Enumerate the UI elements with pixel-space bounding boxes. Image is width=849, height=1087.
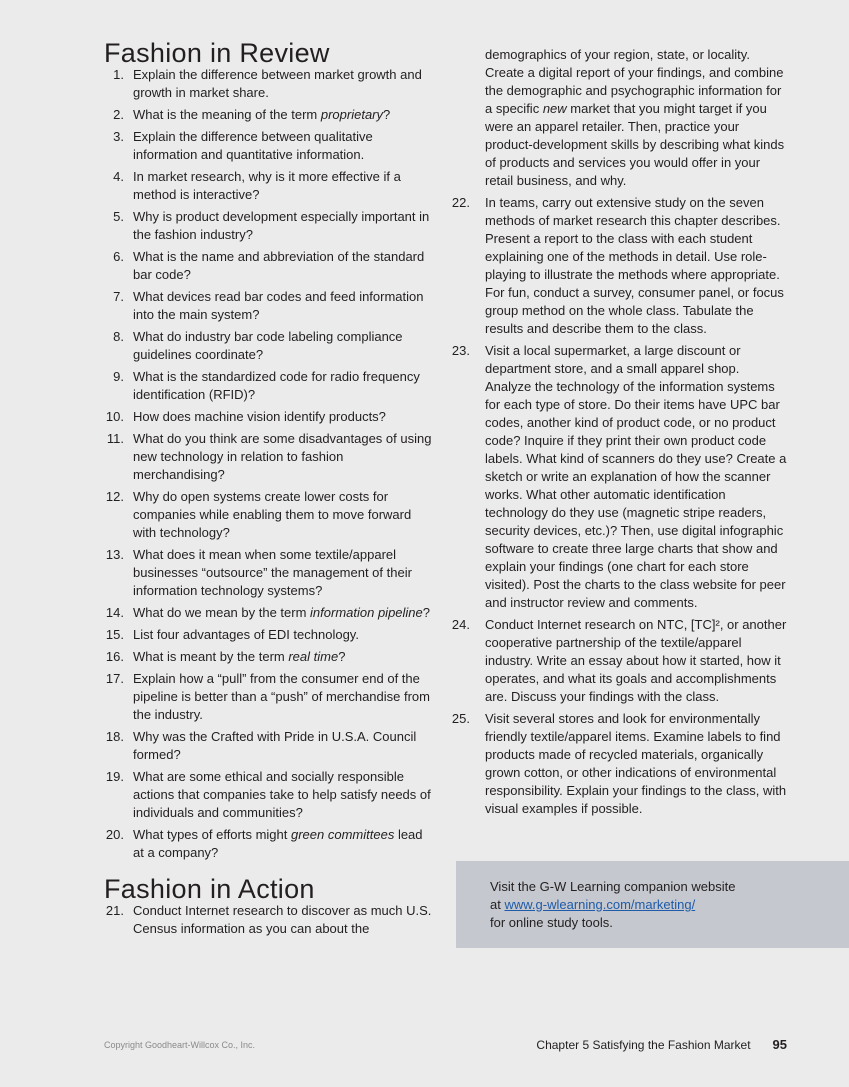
section-heading-action: Fashion in Action [104,874,315,904]
question-item [451,342,788,612]
question-item [104,288,436,324]
running-footer [536,1037,787,1052]
item-number: 10. [105,409,124,424]
question-item [104,248,436,284]
question-item [451,616,788,706]
question-item [451,194,788,338]
question-item [104,648,436,666]
item-number: 23. [451,343,470,358]
item-number: 22. [451,195,470,210]
text-segment: How does machine vision identify products? [133,409,386,424]
question-item [104,768,436,822]
companion-website-link[interactable]: www.g-wlearning.com/marketing/ [504,897,696,912]
text-segment: lead at a company? [133,827,423,860]
text-segment: ? [383,107,391,122]
text-segment: What is the meaning of the term [133,107,321,122]
callout-at: at [490,897,505,912]
question-item [451,710,788,818]
text-segment: Explain the difference between market growth and growth in market share. [133,67,422,100]
question-item [104,328,436,364]
item-number: 20. [105,827,124,842]
callout-line-3: for online study tools. [490,915,613,930]
question-item [104,670,436,724]
italic-term: green committees [291,827,395,842]
text-segment: What do you think are some disadvantages of using new technology in relation to fashion merchandising? [133,431,432,482]
text-segment: In market research, why is it more effective if a method is interactive? [133,169,401,202]
italic-term: real time [288,649,339,664]
question-item [104,604,436,622]
text-segment: Why do open systems create lower costs for companies while enabling them to move forward with technology? [133,489,412,540]
question-item [104,368,436,404]
question-item [104,626,436,644]
action-activities-list [451,194,788,818]
question-item [104,208,436,244]
chapter-title: Chapter 5 Satisfying the Fashion Market [536,1038,751,1052]
item-number: 1. [113,67,124,82]
item-number: 9. [113,369,124,384]
item-number: 17. [105,671,124,686]
text-segment: In teams, carry out extensive study on the seven methods of market research this chapter describes. Present a report to the class with each student explaining one of the methods in detail. Use role-playing to illustrate the methods where appropriate. For fun, conduct a survey, consumer panel, or focus group method on the whole class. Tabulate the results and describe them to the class. [485,195,784,336]
question-item [104,430,436,484]
item-number: 25. [451,711,470,726]
text-segment: Why is product development especially important in the fashion industry? [133,209,430,242]
question-item [104,902,436,938]
item-number: 15. [105,627,124,642]
item-number: 18. [105,729,124,744]
text-segment: What is the name and abbreviation of the standard bar code? [133,249,425,282]
page-number: 95 [772,1037,787,1052]
item-number: 13. [105,547,124,562]
italic-term: information pipeline [310,605,423,620]
action-list-start [104,902,436,938]
review-questions-list [104,66,436,862]
question-item [104,128,436,164]
question-item [104,488,436,542]
text-segment: market that you might target if you were an apparel retailer. Then, practice your product-development skills by describing what kinds of products and services you would offer in your retail business, and why. [485,101,785,188]
text-segment: Why was the Crafted with Pride in U.S.A. Council formed? [133,729,417,762]
item-number: 11. [106,431,124,446]
text-segment: What do industry bar code labeling compliance guidelines coordinate? [133,329,403,362]
text-segment: Explain how a “pull” from the consumer end of the pipeline is better than a “push” of merchandise from the industry. [133,671,430,722]
left-column [104,38,436,942]
text-segment: What are some ethical and socially responsible actions that companies take to help satisfy needs of individuals and communities? [133,769,431,820]
question-item [104,728,436,764]
item-number: 16. [105,649,124,664]
item-number: 8. [113,329,124,344]
callout-line-1: Visit the G-W Learning companion website [490,879,736,894]
question-item [104,546,436,600]
question-item [104,66,436,102]
text-segment: ? [422,605,430,620]
text-segment: demographics of your region, state, or locality. Create a digital report of your findings, and combine the demographic and psychographic information for a specific [485,47,784,116]
text-segment: What devices read bar codes and feed information into the main system? [133,289,424,322]
text-segment: Explain the difference between qualitative information and quantitative information. [133,129,373,162]
text-segment: Conduct Internet research on NTC, [TC]², or another cooperative partnership of the textile/apparel industry. Write an essay about how it started, how it operates, and what its goals and accomplishments are. Discuss your findings with the class. [485,617,787,704]
text-segment: What is meant by the term [133,649,289,664]
section-heading-review: Fashion in Review [104,38,330,68]
text-segment: ? [338,649,346,664]
text-segment: List four advantages of EDI technology. [133,627,359,642]
text-segment: Conduct Internet research to discover as much U.S. Census information as you can about the [133,903,432,936]
item-number: 5. [113,209,124,224]
text-segment: What do we mean by the term [133,605,311,620]
item-number: 6. [113,249,124,264]
item-21-continued [456,46,788,190]
companion-website-callout [456,861,849,948]
item-number: 21. [105,903,124,918]
question-item [104,826,436,862]
item-number: 14. [105,605,124,620]
question-item [104,106,436,124]
text-segment: What is the standardized code for radio frequency identification (RFID)? [133,369,420,402]
item-number: 3. [113,129,124,144]
item-number: 7. [113,289,124,304]
copyright-footer: Copyright Goodheart-Willcox Co., Inc. [104,1040,256,1050]
right-column [451,46,788,822]
item-number: 19. [105,769,124,784]
item-number: 4. [113,169,124,184]
item-number: 24. [451,617,470,632]
text-segment: Visit a local supermarket, a large discount or department store, and a small apparel shop. Analyze the technology of the information systems for each type of store. Do their items have UPC bar codes, another kind of product code, or no product code? Inquire if they print their own product code labels. What kind of scanners do they use? Create a sketch or write an explanation of how the scanner works. What other automatic identification technology do they use (magnetic stripe readers, security devices, etc.)? Then, use digital infographic software to create three large charts that show and explain your findings (one chart for each store visited). Post the charts to the class website for peer and instructor review and comments. [485,343,787,610]
text-segment: Visit several stores and look for environmentally friendly textile/apparel items. Examine labels to find products made of recycled materials, organically grown cotton, or other indications of environmental responsibility. Explain your findings to the class, with visual examples if possible. [485,711,787,816]
text-segment: What types of efforts might [133,827,291,842]
italic-term: proprietary [320,107,384,122]
italic-term: new [542,101,567,116]
question-item [104,408,436,426]
text-segment: What does it mean when some textile/apparel businesses “outsource” the management of their information technology systems? [133,547,412,598]
item-number: 12. [105,489,124,504]
question-item [104,168,436,204]
item-number: 2. [113,107,124,122]
